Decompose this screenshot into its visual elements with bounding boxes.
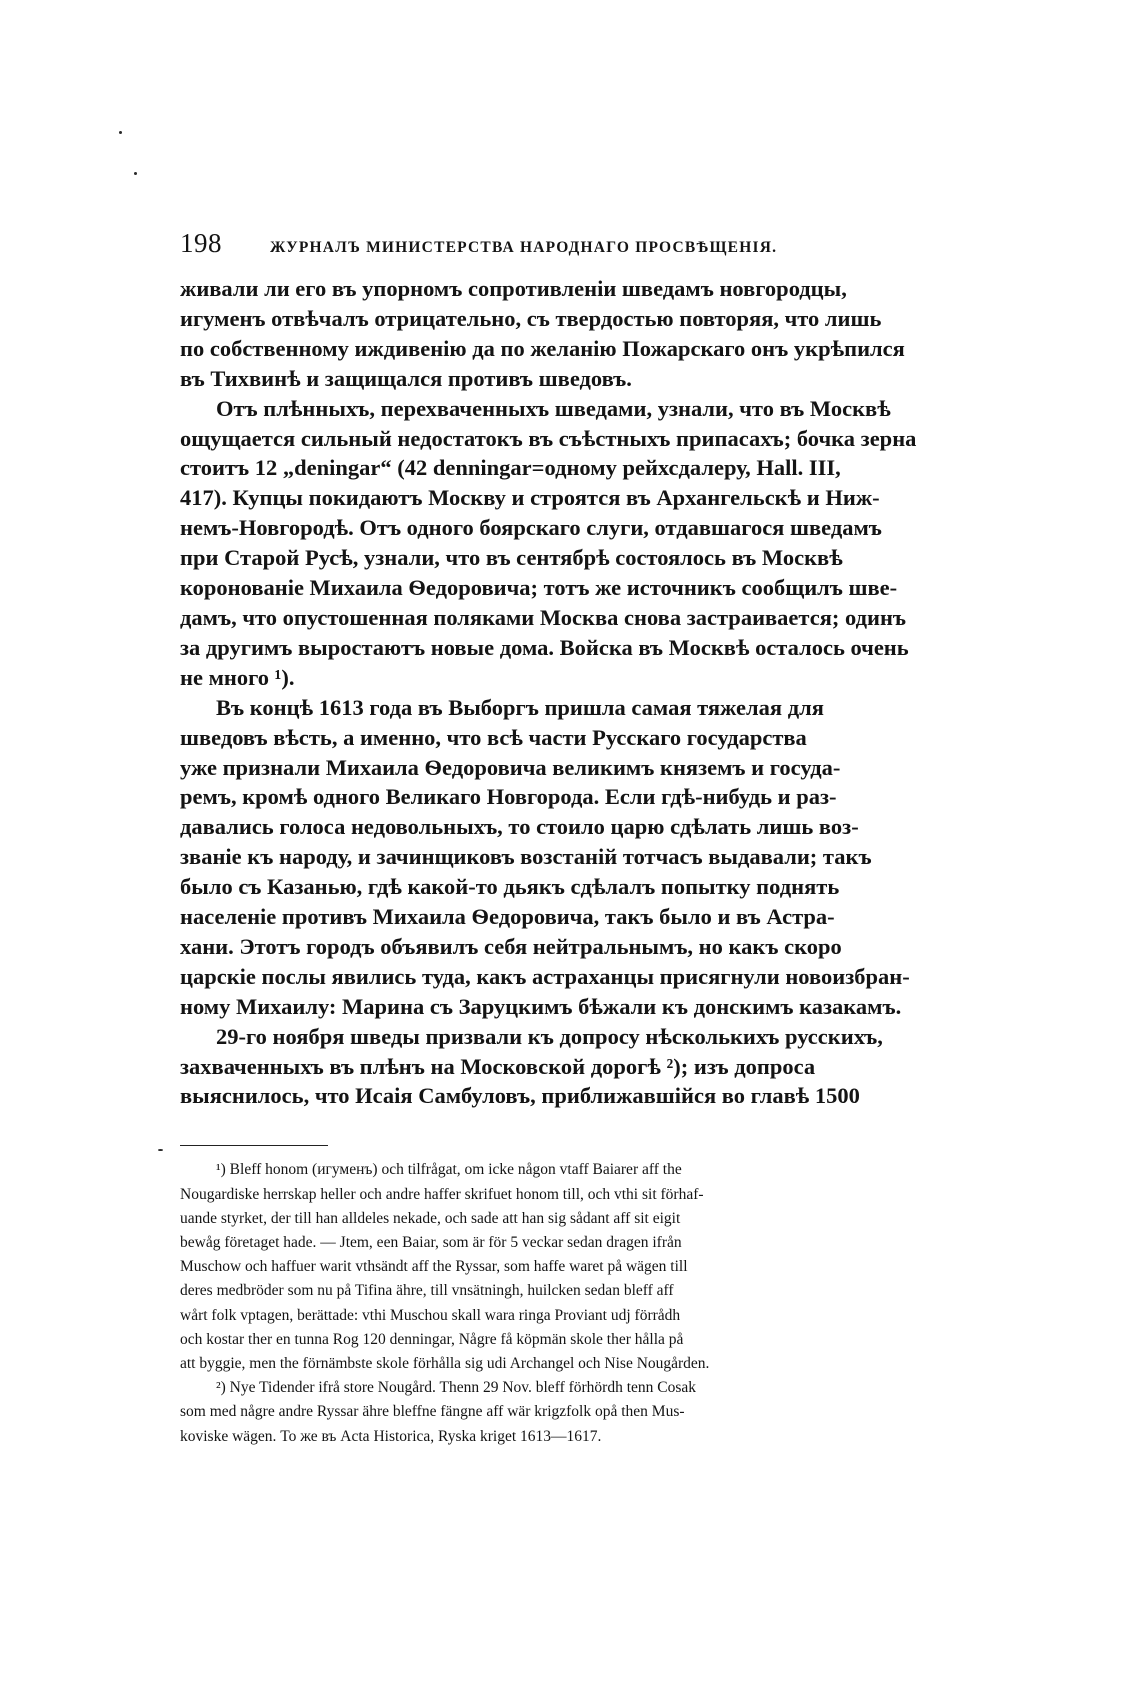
paragraph: живали ли его въ упорномъ сопротивленіи шведамъ новгородцы, игуменъ отвѣчалъ отрицательно, съ твердостью повторяя, что лишь по собственному иждивенію да по желанію Пожарскаго онъ укрѣпился въ Тихвинѣ и защищался противъ шведовъ. [180, 276, 905, 391]
journal-title: ЖУРНАЛЪ МИНИСТЕРСТВА НАРОДНАГО ПРОСВѢЩЕНІЯ. [270, 239, 778, 256]
page [180, 228, 946, 1449]
paragraph: Отъ плѣнныхъ, перехваченныхъ шведами, узнали, что въ Москвѣ ощущается сильный недостатокъ въ съѣстныхъ припасахъ; бочка зерна стоитъ 12 „deningar“ (42 denningar=одному рейхсдалеру, Hall. III, 417). Купцы покидаютъ Москву и строятся въ Архангельскѣ и Ниж- немъ-Новгородѣ. Отъ одного боярскаго слуги, отдавшагося шведамъ при Старой Русѣ, узнали, что въ сентябрѣ состоялось въ Москвѣ коронованіе Михаила Ѳедоровича; тотъ же источникъ сообщилъ шве- дамъ, что опустошенная поляками Москва снова застраивается; одинъ за другимъ выростаютъ новые дома. Войска въ Москвѣ осталось очень не много ¹). [180, 395, 917, 690]
page-speck [119, 131, 122, 134]
page-speck [134, 172, 137, 175]
paragraph: Въ концѣ 1613 года въ Выборгъ пришла самая тяжелая для шведовъ вѣсть, а именно, что всѣ части Русскаго государства уже признали Михаила Ѳедоровича великимъ княземъ и госуда- ремъ, кромѣ одного Великаго Новгорода. Если гдѣ-нибудь и раз- давались голоса недовольныхъ, то стоило царю сдѣлать лишь воз- званіе къ народу, и зачинщиковъ возстаній тотчасъ выдавали; такъ было съ Казанью, гдѣ какой-то дьякъ сдѣлалъ попытку поднять населеніе противъ Михаила Ѳедоровича, такъ было и въ Астра- хани. Этотъ городъ объявилъ себя нейтральнымъ, но какъ скоро царскіе послы явились туда, какъ астраханцы присягнули новоизбран- ному Михаилу: Марина съ Заруцкимъ бѣжали къ донскимъ казакамъ. [180, 694, 910, 1019]
footnote: ²) Nye Tidender ifrå store Nougård. Thenn 29 Nov. bleff förhördh tenn Cosak som med någre andre Ryssar ähre bleffne fängne aff wär krigzfolk opå then Mus- koviske wägen. То же въ Acta Historica, Ryska kriget 1613—1617. [180, 1379, 697, 1445]
paragraph: 29-го ноября шведы призвали къ допросу нѣсколькихъ русскихъ, захваченныхъ въ плѣнъ на Московской дорогѣ ²); изъ допроса выяснилось, что Исаія Самбуловъ, приближавшійся во главѣ 1500 [180, 1023, 883, 1109]
running-head [180, 228, 946, 262]
page-speck [158, 1149, 163, 1151]
body-text [180, 274, 946, 1111]
footnote: ¹) Bleff honom (игуменъ) och tilfrågat, om icke någon vtaff Baiarer aff the Nougardiske herrskap heller och andre haffer skrifuet honom till, och vthi sit förhaf- uande styrket, der till han alldeles nekade, och sade att han sig sådant aff sit eigit bewåg företaget hade. — Jtem, een Baiar, som är för 5 veckar sedan dragen ifrån Muschow och haffuer warit vthsändt aff the Ryssar, som haffe waret på wägen till deres medbröder som nu på Tifina ähre, till vnsätningh, huilcken sedan bleff aff wårt folk vptagen, berättade: vthi Muschou skall wara ringa Proviant udj förrådh och kostar ther en tunna Rog 120 denningar, Någre få köpmän skole ther hålla på att byggie, men the förnämbste skole förhålla sig udi Archangel och Nise Nougården. [180, 1161, 710, 1372]
page-number: 198 [180, 228, 222, 258]
footnotes [180, 1158, 946, 1448]
footnote-divider [180, 1145, 328, 1146]
